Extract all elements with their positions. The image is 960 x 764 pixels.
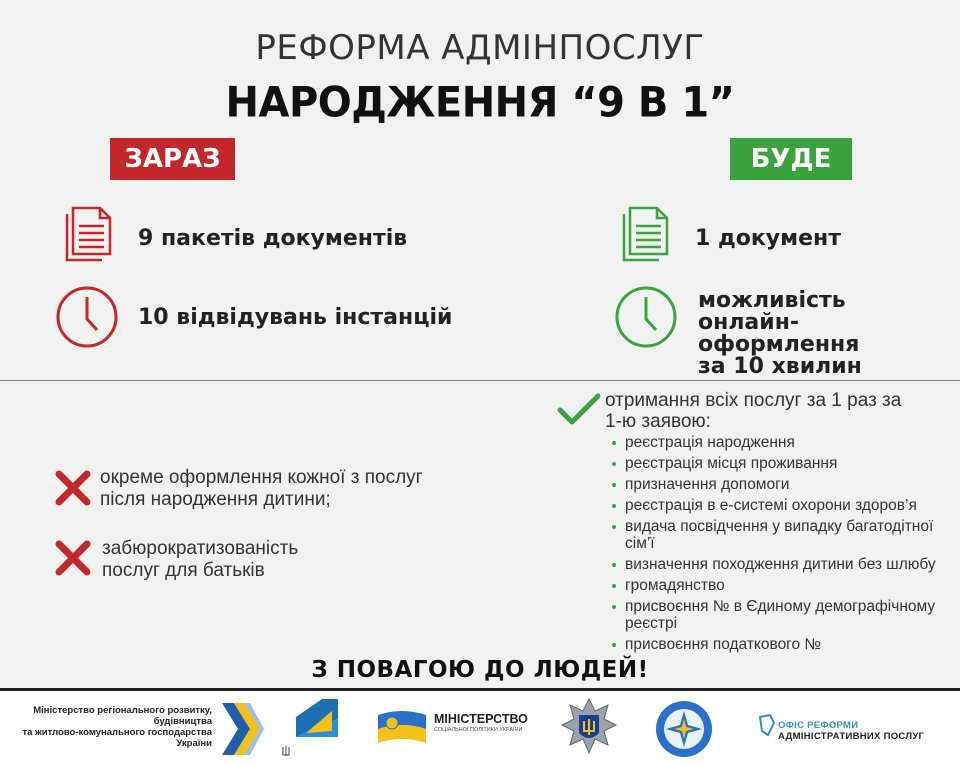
list-item-text: призначення допомоги [625,476,790,493]
list-item-text: визначення походження дитини без шлюбу [625,556,936,573]
will-badge: БУДЕ [730,138,852,180]
fact-line: можливість [698,288,846,313]
ministry-name [0,705,212,749]
benefit-heading-line: 1-ю заявою: [605,411,711,432]
economy-ministry-logo-icon [292,697,344,745]
page-title: НАРОДЖЕННЯ “9 В 1” [225,78,735,128]
office-name-prefix: ОФІС РЕФОРМИ [778,720,859,731]
list-item [612,518,960,552]
list-item-text: громадянство [625,577,725,594]
fact-number: 1 [695,226,711,251]
fact-text: за [698,354,734,379]
list-item [612,476,960,493]
bullet-icon [612,441,616,445]
bullet-icon [612,584,616,588]
divider [0,380,960,381]
list-item-text: присвоєння податкового № [625,636,822,653]
fact-number: 9 [138,226,154,251]
con-line: після народження дитини; [100,489,331,510]
social-policy-subtitle: СОЦІАЛЬНОЇ ПОЛІТИКИ УКРАЇНИ [434,727,523,733]
bullet-icon [612,462,616,466]
list-item [612,434,960,451]
ministry-name-line: та житлово-комунального господарства [22,727,212,738]
bullet-icon [612,563,616,567]
benefit-heading [605,390,945,432]
office-reform-name [778,720,960,742]
footer [0,688,960,764]
list-item-text: реєстрація народження [625,434,795,451]
trident-icon [282,745,290,757]
bullet-icon [612,605,616,609]
now-badge: ЗАРАЗ [110,138,235,180]
con-line: окреме оформлення кожної з послуг [100,467,423,488]
cross-icon [55,540,91,576]
benefit-list [612,434,960,657]
will-fact-online [698,290,960,378]
check-icon [556,392,602,428]
will-fact-document [695,226,841,251]
list-item-text: реєстрація в е-системі охорони здоров’я [625,497,917,514]
cross-icon [55,470,91,506]
list-item-text: реєстрація місця проживання [625,455,838,472]
minregion-logo-icon [220,701,264,757]
list-item [612,556,960,573]
ministry-name-line: будівництва [153,716,212,727]
police-emblem-icon [560,697,618,759]
list-item [612,455,960,472]
now-fact-documents [138,226,407,251]
document-icon [64,206,114,262]
fact-text: відвідувань інстанцій [168,305,453,330]
bullet-icon [612,525,616,529]
office-name-suffix: АДМІНІСТРАТИВНИХ ПОСЛУГ [778,731,925,742]
ministry-name-line: Міністерство регіонального розвитку, [33,705,212,716]
now-fact-visits [138,305,452,330]
list-item [612,497,960,514]
document-icon [621,206,671,262]
list-item [612,636,960,653]
bullet-icon [612,643,616,647]
fact-line [698,356,960,378]
ministry-name-line: України [176,738,212,749]
fact-number: 10 [733,354,764,379]
fact-text: хвилин [763,354,862,379]
list-item [612,577,960,594]
list-item-text: видача посвідчення у випадку багатодітної сім’ї [625,518,934,552]
social-policy-logo-icon [374,707,430,747]
fact-number: 10 [138,305,169,330]
social-policy-title: МІНІСТЕРСТВО [434,712,528,726]
list-item-text: присвоєння № в Єдиному демографічному реєстрі [625,598,936,632]
benefit-heading-line: отримання всіх послуг за 1 раз за [605,390,902,411]
office-reform-logo-icon [758,713,776,737]
con-item [100,467,423,511]
clock-icon [613,284,679,350]
page-subtitle: РЕФОРМА АДМІНПОСЛУГ [255,28,705,68]
slogan: З ПОВАГОЮ ДО ЛЮДЕЙ! [311,657,649,683]
bullet-icon [612,504,616,508]
fact-text: документ [710,226,841,251]
con-line: забюрократизованість [102,538,299,559]
fact-text: пакетів документів [153,226,408,251]
con-item [102,538,298,582]
clock-icon [54,284,120,350]
fact-line: онлайн-оформлення [698,310,860,357]
bullet-icon [612,483,616,487]
list-item [612,598,960,632]
con-line: послуг для батьків [102,560,265,581]
social-policy-name [434,713,528,734]
migration-service-emblem-icon [654,699,714,759]
